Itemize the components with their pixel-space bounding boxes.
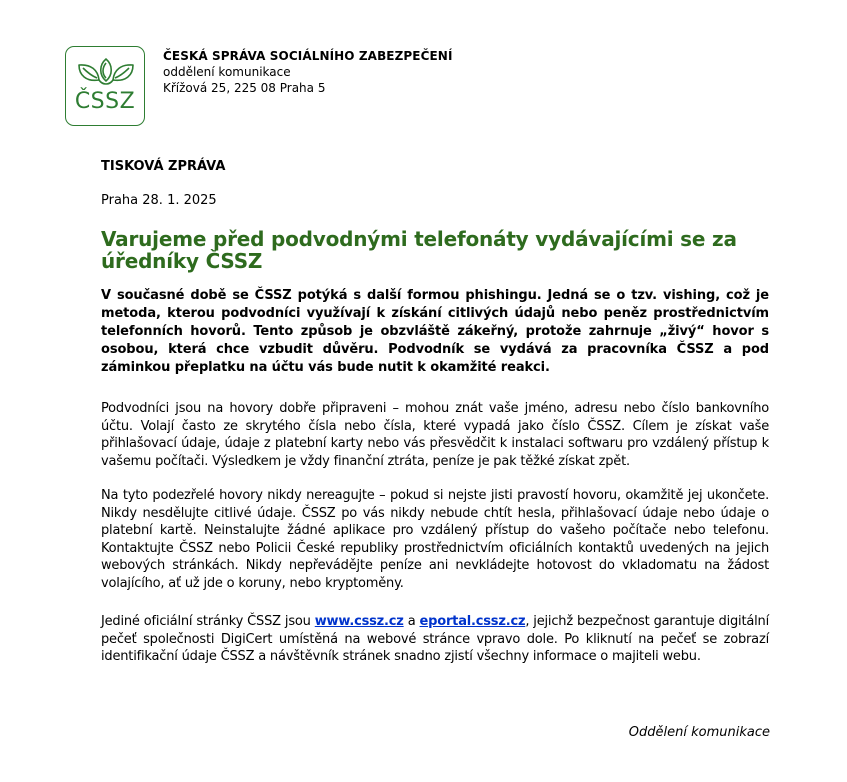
logo-text: ČSSZ	[74, 89, 136, 114]
lead-paragraph: V současné době se ČSSZ potýká s další formou phishingu. Jedná se o tzv. vishing, což je metoda, kterou podvodníci využívají k získání citlivých údajů nebo peněz prostřednictvím telefonních hovorů. Tento způsob je obzvláště zákeřný, protože zahrnuje „živý“ hovor s osobou, která chce vzbudit důvěru. Podvodník se vydává za pracovníka ČSSZ a pod záminkou přeplatku na účtu vás bude nutit k okamžité reakci.	[101, 288, 769, 375]
document-type: TISKOVÁ ZPRÁVA	[101, 159, 226, 174]
link-eportal[interactable]: eportal.cssz.cz	[419, 614, 526, 629]
paragraph-3-text-start: Jediné oficiální stránky ČSSZ jsou	[101, 614, 315, 629]
cssz-logo	[65, 46, 145, 126]
organization-header	[163, 48, 453, 96]
place-date: Praha 28. 1. 2025	[101, 193, 217, 208]
paragraph-2: Na tyto podezřelé hovory nikdy nereagujte – pokud si nejste jisti pravostí hovoru, okamžitě jej ukončete. Nikdy nesdělujte citlivé údaje. ČSSZ po vás nikdy nebude chtít hesla, přihlašovací údaje nebo údaje o platební kartě. Neinstalujte žádné aplikace pro vzdálený přístup do vašeho počítače nebo telefonu. Kontaktujte ČSSZ nebo Policii České republiky prostřednictvím oficiálních kontaktů uvedených na jejich webových stránkách. Nikdy nepřevádějte peníze ani nevkládejte hotovost do vkladomatu na žádost volajícího, ať už jde o koruny, nebo kryptoměny.	[101, 488, 769, 591]
leaf-emblem-icon	[66, 47, 146, 127]
link-cssz[interactable]: www.cssz.cz	[314, 614, 404, 629]
org-name: ČESKÁ SPRÁVA SOCIÁLNÍHO ZABEZPEČENÍ	[163, 49, 453, 63]
signature: Oddělení komunikace	[628, 725, 770, 740]
org-department: oddělení komunikace	[163, 65, 291, 79]
paragraph-3	[101, 613, 769, 666]
paragraph-1: Podvodníci jsou na hovory dobře připraveni – mohou znát vaše jméno, adresu nebo číslo bankovního účtu. Volají často ze skrytého čísla nebo čísla, které vypadá jako číslo ČSSZ. Cílem je získat vaše přihlašovací údaje, údaje z platební karty nebo vás přesvědčit k instalaci softwaru pro vzdálený přístup k vašemu počítači. Výsledkem je vždy finanční ztráta, peníze je pak těžké získat zpět.	[101, 401, 769, 469]
page-title: Varujeme před podvodnými telefonáty vydávajícími se za úředníky ČSSZ	[101, 227, 737, 273]
org-address: Křížová 25, 225 08 Praha 5	[163, 81, 326, 95]
paragraph-3-and: a	[403, 614, 420, 629]
paragraph-3-text-end: , jejichž bezpečnost garantuje digitální pečeť společnosti DigiCert umístěná na webové stránce vpravo dole. Po kliknutí na pečeť se zobrazí identifikační údaje ČSSZ a návštěvník stránek snadno zjistí všechny informace o majiteli webu.	[101, 614, 769, 664]
